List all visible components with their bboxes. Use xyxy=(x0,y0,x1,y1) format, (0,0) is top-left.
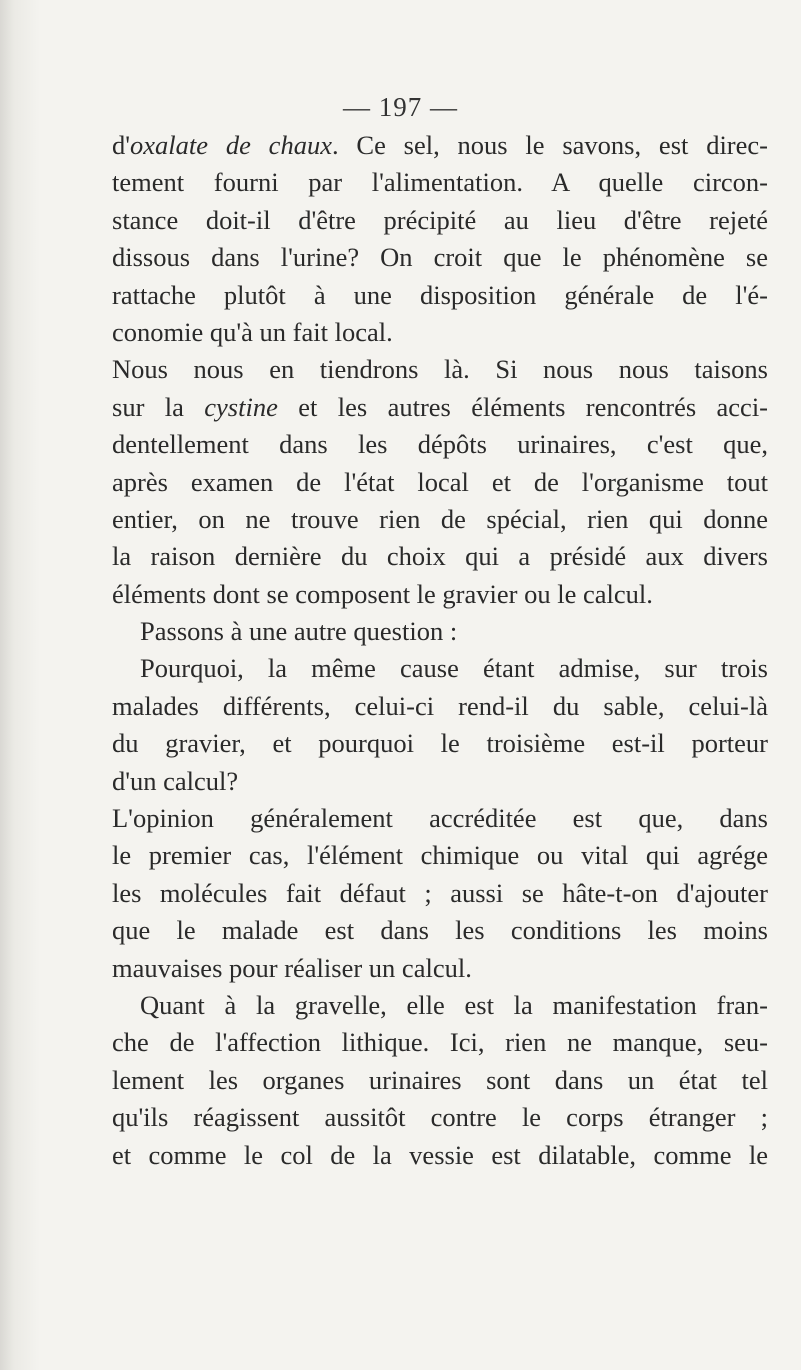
text-line: d'un calcul? xyxy=(112,765,239,796)
text-line: lement les organes urinaires sont dans un état tel xyxy=(112,1064,768,1095)
text-line: éléments dont se composent le gravier ou le calcul. xyxy=(112,578,653,609)
text-line: après examen de l'état local et de l'organisme tout xyxy=(112,466,768,497)
text-line xyxy=(112,389,768,426)
text-line: et comme le col de la vessie est dilatable, comme le xyxy=(112,1139,768,1170)
italic-term: cystine xyxy=(204,391,278,422)
text-line: du gravier, et pourquoi le troisième est-il porteur xyxy=(112,728,768,759)
text-line: Quant à la gravelle, elle est la manifestation fran- xyxy=(140,989,768,1020)
text-line: Nous nous en tiendrons là. Si nous nous taisons xyxy=(112,354,768,385)
page-number: — 197 — xyxy=(343,92,458,122)
text-line: dissous dans l'urine? On croit que le phénomène se xyxy=(112,242,768,273)
text-line: que le malade est dans les conditions les moins xyxy=(112,915,768,946)
text-line: le premier cas, l'élément chimique ou vital qui agrége xyxy=(112,840,768,871)
text-line: Pourquoi, la même cause étant admise, sur trois xyxy=(140,653,768,684)
text-segment: et les autres éléments rencontrés acci- xyxy=(277,391,769,422)
text-line: qu'ils réagissent aussitôt contre le corps étranger ; xyxy=(112,1102,768,1133)
text-line: dentellement dans les dépôts urinaires, c'est que, xyxy=(112,429,768,460)
text-line: stance doit-il d'être précipité au lieu d'être rejeté xyxy=(112,204,768,235)
text-line: che de l'affection lithique. Ici, rien ne manque, seu- xyxy=(112,1027,768,1058)
text-segment: d' xyxy=(112,130,131,160)
body-text xyxy=(112,127,768,1174)
text-line: conomie qu'à un fait local. xyxy=(112,316,393,347)
text-line: les molécules fait défaut ; aussi se hâte-t-on d'ajouter xyxy=(112,877,768,908)
text-line xyxy=(112,127,768,164)
text-line: malades différents, celui-ci rend-il du sable, celui-là xyxy=(112,690,768,721)
text-line: entier, on ne trouve rien de spécial, rien qui donne xyxy=(112,503,768,534)
text-line: la raison dernière du choix qui a présidé aux divers xyxy=(112,541,768,572)
text-segment: sur la xyxy=(112,391,205,422)
text-segment: . Ce sel, nous le savons, est direc- xyxy=(331,130,768,160)
text-line: tement fourni par l'alimentation. A quelle circon- xyxy=(112,167,768,198)
text-line: L'opinion généralement accréditée est que, dans xyxy=(112,803,768,834)
text-line: mauvaises pour réaliser un calcul. xyxy=(112,952,472,983)
italic-term: oxalate de chaux xyxy=(130,130,332,160)
text-line: Passons à une autre question : xyxy=(140,616,458,647)
text-line: rattache plutôt à une disposition générale de l'é- xyxy=(112,279,768,310)
